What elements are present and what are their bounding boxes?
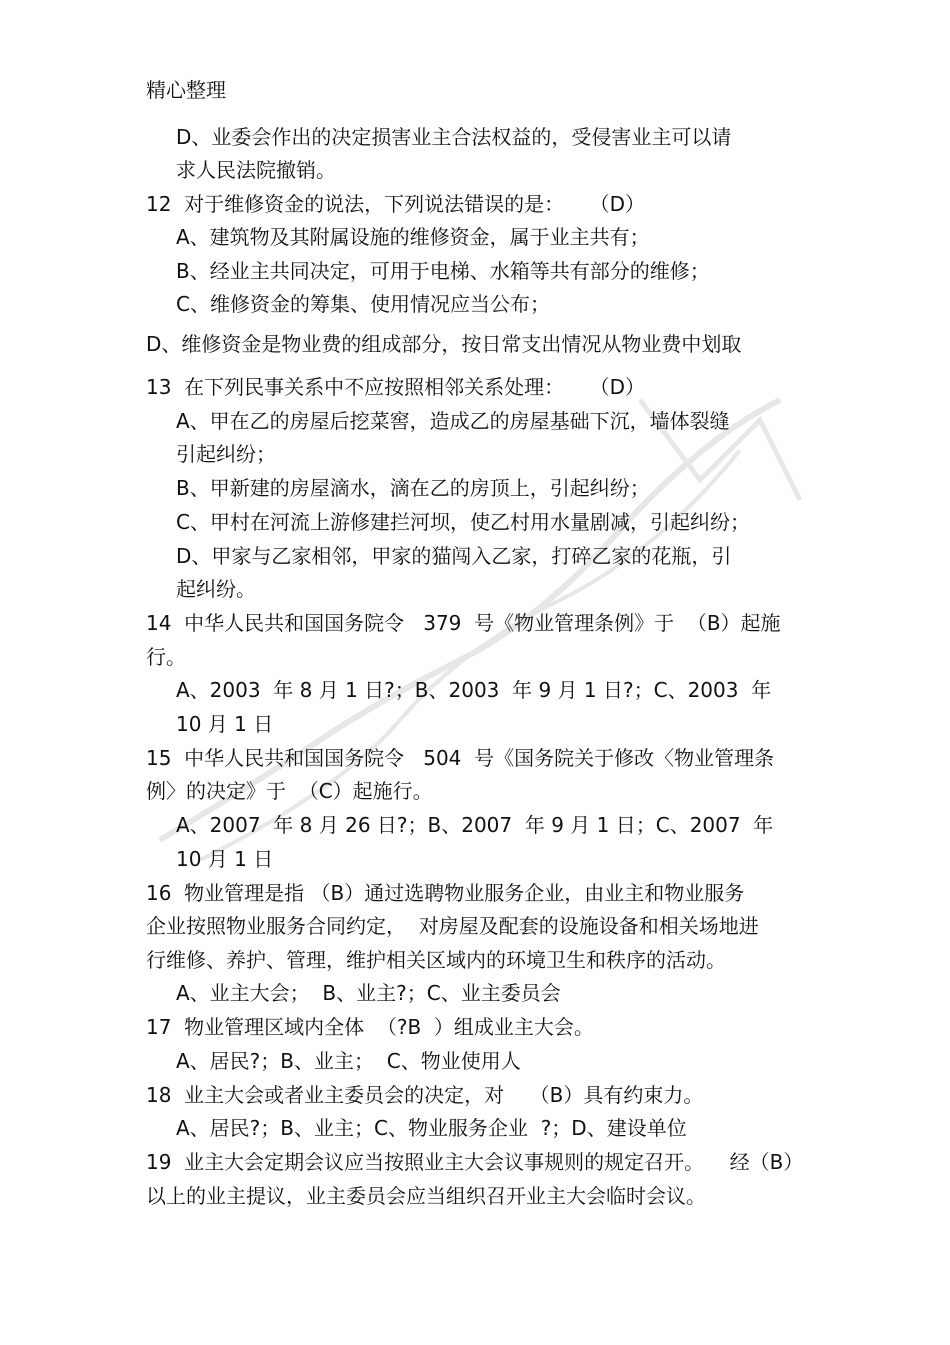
text-line: A、建筑物及其附属设施的维修资金，属于业主共有；	[176, 225, 650, 249]
text-line: A、2007 年 8 月 26 日?；B、2007 年 9 月 1 日；C、2007 年	[176, 813, 774, 837]
text-line: 16 物业管理是指 （B）通过选聘物业服务企业，由业主和物业服务	[146, 881, 745, 905]
text-line: B、甲新建的房屋滴水，滴在乙的房顶上，引起纠纷；	[176, 476, 650, 500]
text-line: 引起纠纷；	[176, 442, 276, 466]
text-line: 求人民法院撤销。	[176, 158, 336, 182]
text-line: 17 物业管理区域内全体 （?B ）组成业主大会。	[146, 1015, 594, 1039]
text-line: C、甲村在河流上游修建拦河坝，使乙村用水量剧减，引起纠纷；	[176, 510, 750, 534]
text-line: 14 中华人民共和国国务院令 379 号《物业管理条例》于 （B）起施	[146, 611, 781, 635]
text-line: 10 月 1 日	[176, 847, 274, 871]
text-line: 以上的业主提议，业主委员会应当组织召开业主大会临时会议。	[146, 1184, 706, 1208]
text-line: 10 月 1 日	[176, 712, 274, 736]
text-line: D、甲家与乙家相邻，甲家的猫闯入乙家，打碎乙家的花瓶，引	[176, 544, 732, 568]
text-line: 起纠纷。	[176, 577, 256, 601]
page-header: 精心整理	[146, 78, 226, 102]
text-line: 12 对于维修资金的说法，下列说法错误的是： （D）	[146, 192, 645, 216]
text-line: 15 中华人民共和国国务院令 504 号《国务院关于修改〈物业管理条	[146, 746, 775, 770]
text-line: A、2003 年 8 月 1 日?；B、2003 年 9 月 1 日?；C、2003 年	[176, 678, 772, 702]
text-line: D、业委会作出的决定损害业主合法权益的，受侵害业主可以请	[176, 125, 732, 149]
text-line: 18 业主大会或者业主委员会的决定，对 （B）具有约束力。	[146, 1083, 704, 1107]
text-line: 行维修、养护、管理，维护相关区域内的环境卫生和秩序的活动。	[146, 948, 726, 972]
text-line: A、居民?；B、业主；C、物业服务企业 ?；D、建设单位	[176, 1116, 687, 1140]
text-line: B、经业主共同决定，可用于电梯、水箱等共有部分的维修；	[176, 259, 710, 283]
text-line: 13 在下列民事关系中不应按照相邻关系处理： （D）	[146, 375, 645, 399]
text-line: A、居民?；B、业主； C、物业使用人	[176, 1049, 521, 1073]
text-line: 企业按照物业服务合同约定， 对房屋及配套的设施设备和相关场地进	[146, 914, 759, 938]
text-line: A、业主大会； B、业主?；C、业主委员会	[176, 981, 561, 1005]
text-line: C、维修资金的筹集、使用情况应当公布；	[176, 292, 550, 316]
text-line: A、甲在乙的房屋后挖菜窖，造成乙的房屋基础下沉，墙体裂缝	[176, 409, 730, 433]
text-line: 19 业主大会定期会议应当按照业主大会议事规则的规定召开。 经（B）	[146, 1150, 804, 1174]
text-line: D、维修资金是物业费的组成部分，按日常支出情况从物业费中划取	[146, 332, 742, 356]
text-line: 例〉的决定》于 （C）起施行。	[146, 779, 433, 803]
text-line: 行。	[146, 645, 186, 669]
